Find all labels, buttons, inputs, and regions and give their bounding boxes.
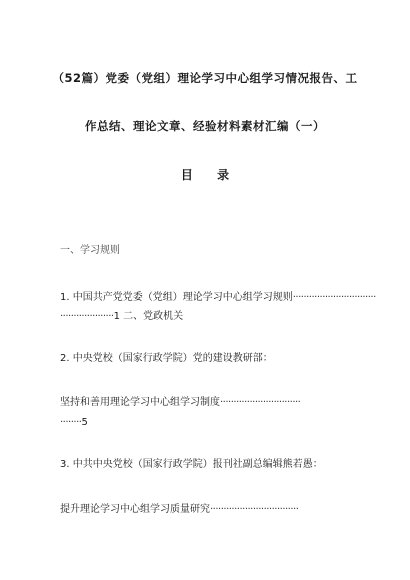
toc-entry-3-line-2 (60, 503, 350, 516)
section-heading-1: 一、学习规则 (60, 245, 120, 256)
toc-entry-number: 1. (60, 292, 70, 303)
page-number: 5 (81, 417, 88, 428)
toc-entry-title: 中央党校（国家行政学院）党的建设教研部： (72, 353, 273, 364)
toc-heading: 目 录 (180, 168, 240, 182)
toc-entry-1[interactable] (60, 291, 376, 304)
dot-leader: ········ (60, 417, 82, 428)
toc-entry-number: 3. (60, 459, 70, 470)
toc-entry-title: 中国共产党党委（党组）理论学习中心组学习规则 (72, 292, 293, 303)
toc-entry-title: 中共中央党校（国家行政学院）报刊社副总编辑熊若愚： (72, 459, 323, 470)
toc-entry-2-line-2 (60, 396, 350, 409)
toc-entry-subtitle: 提升理论学习中心组学习质量研究 (60, 504, 210, 515)
dot-leader: ···················· (60, 311, 114, 322)
toc-entry-2-continuation (60, 416, 350, 429)
document-title-line-2: 作总结、理论文章、经验材料素材汇编（一） (85, 119, 325, 133)
toc-entry-number: 2. (60, 353, 70, 364)
page-number: 1 (113, 311, 120, 322)
section-heading-2: 二、党政机关 (123, 311, 184, 322)
dot-leader: ······························ (220, 397, 301, 408)
toc-entry-2[interactable] (60, 352, 350, 365)
toc-entry-3[interactable] (60, 458, 350, 471)
dot-leader: ································· (210, 504, 299, 515)
toc-entry-1-continuation (60, 310, 350, 323)
dot-leader: ······························· (292, 292, 376, 303)
toc-entry-subtitle: 坚持和善用理论学习中心组学习制度 (60, 397, 220, 408)
document-title-line-1: （52篇）党委（党组）理论学习中心组学习情况报告、工 (52, 71, 358, 85)
